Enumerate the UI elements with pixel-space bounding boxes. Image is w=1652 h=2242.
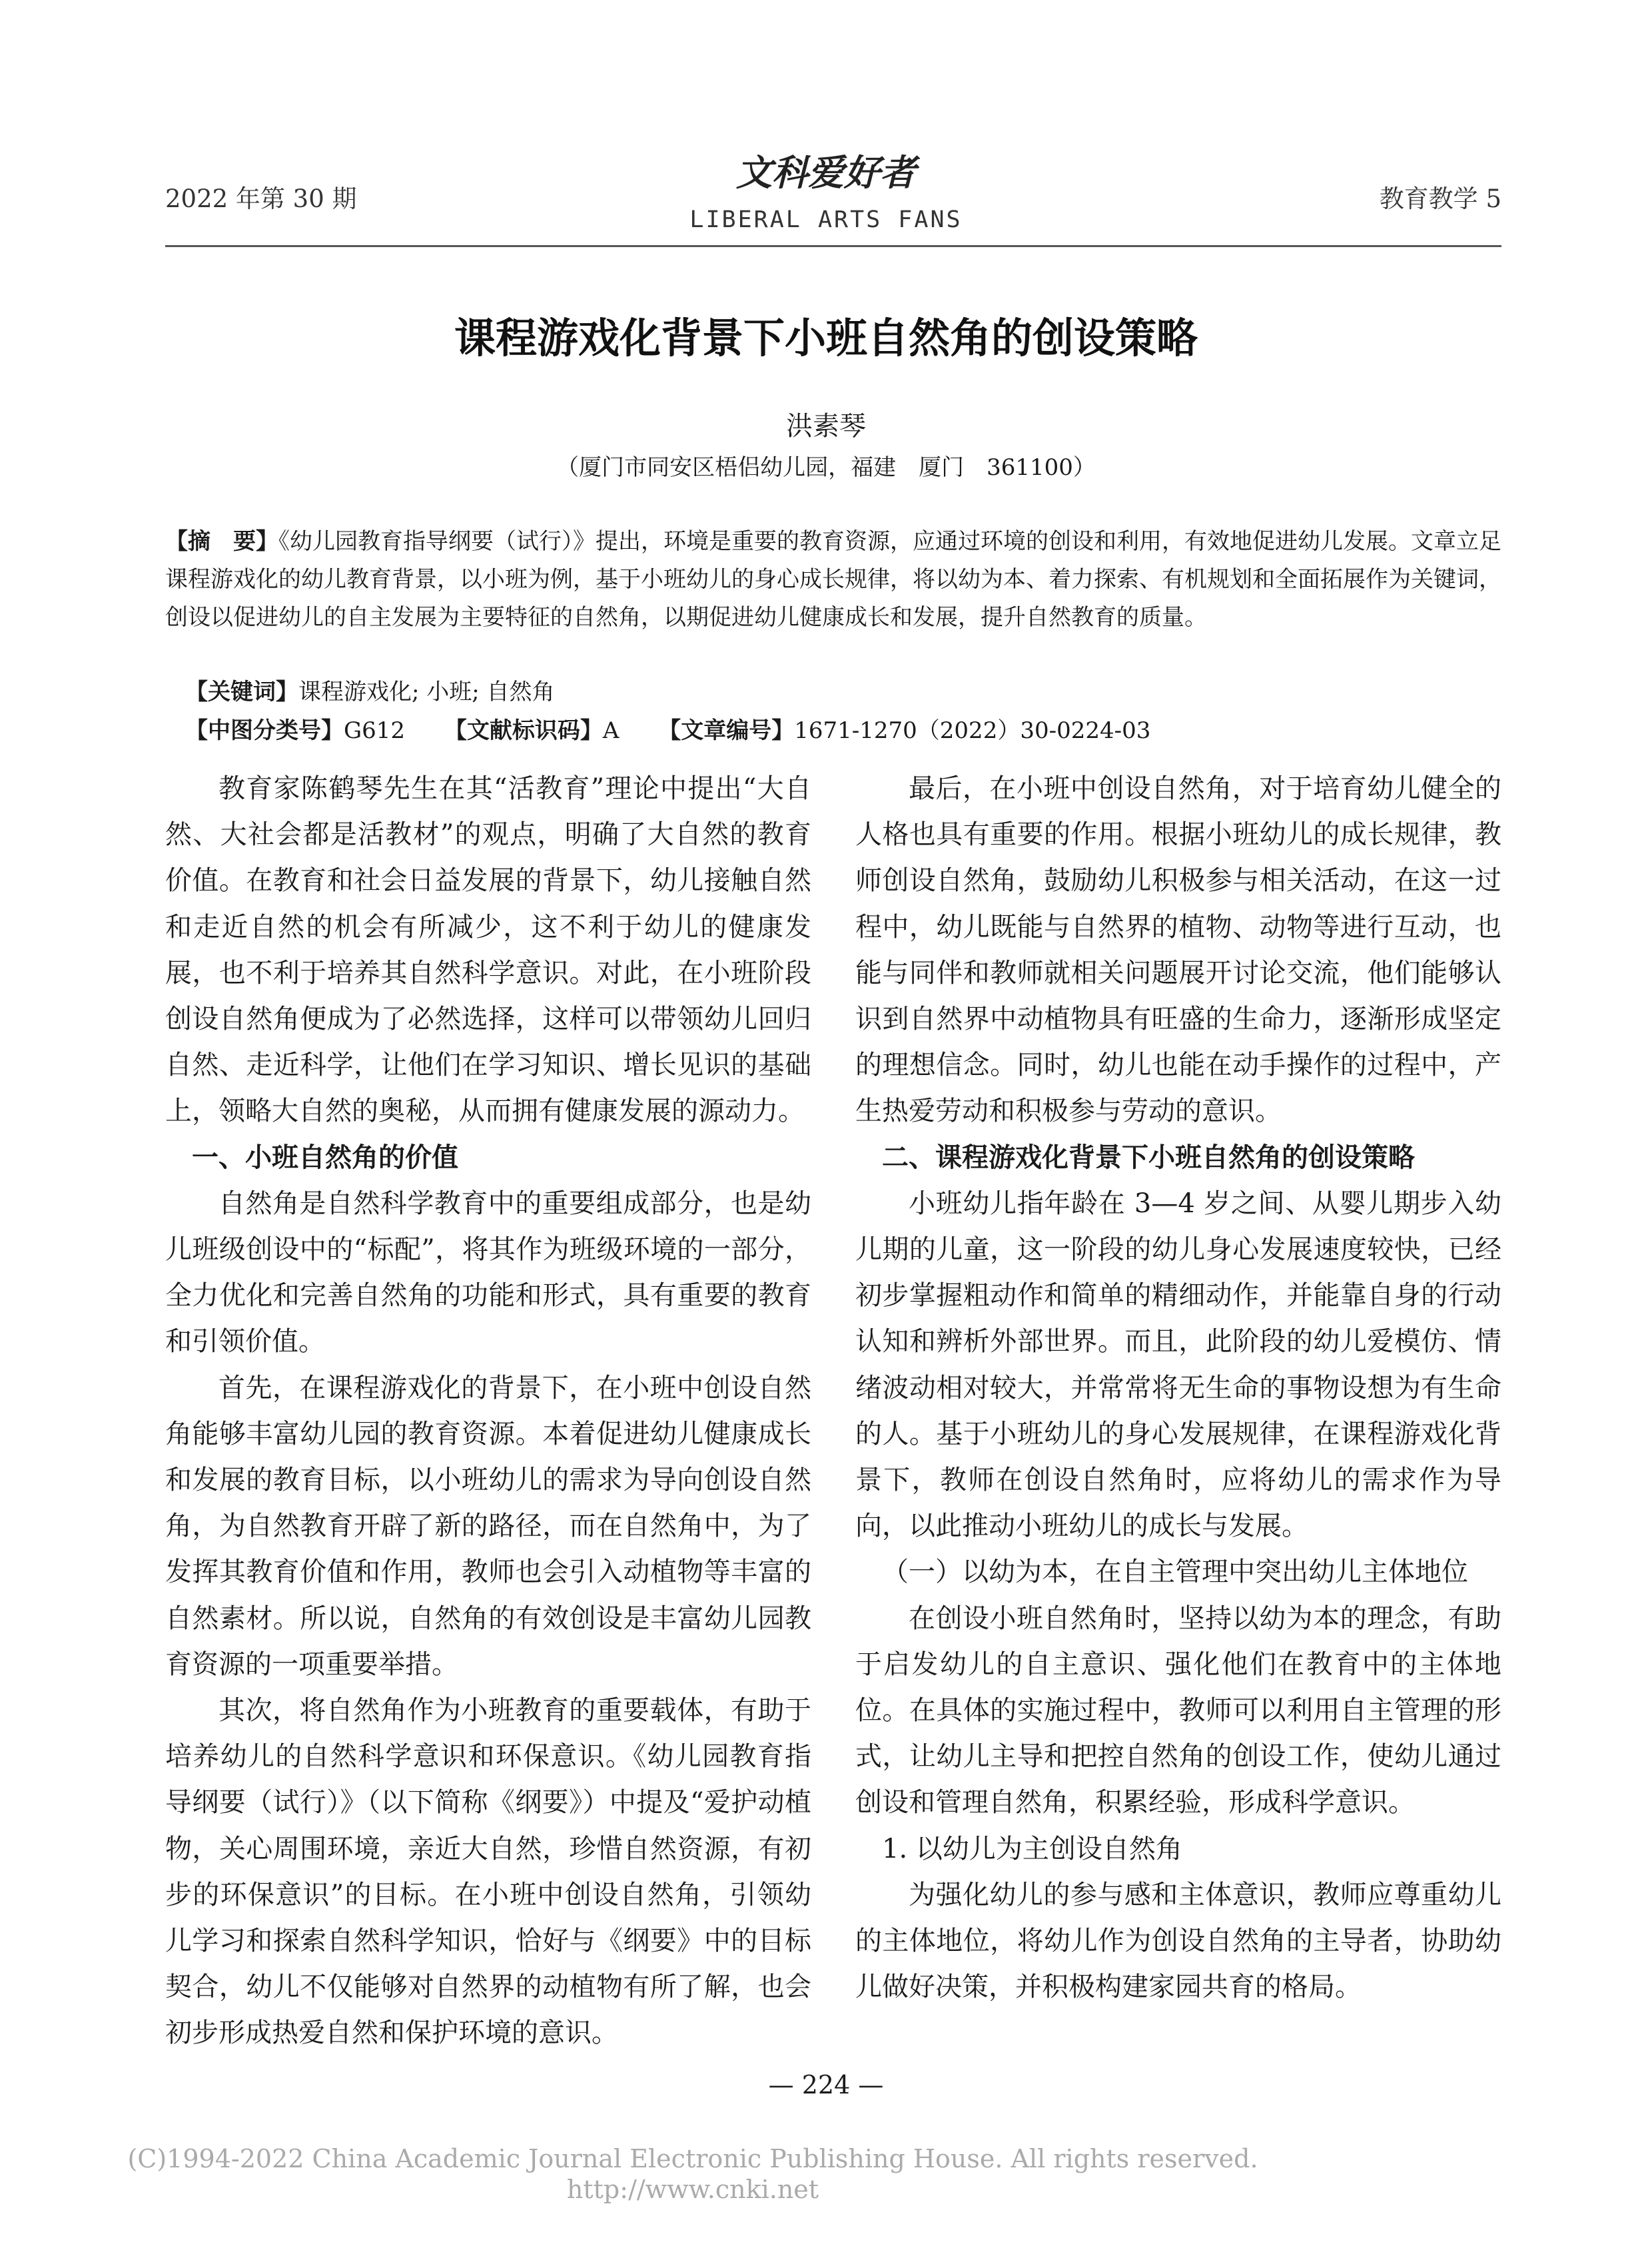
- doc-code-value: A: [602, 717, 620, 744]
- article-title: 课程游戏化背景下小班自然角的创设策略: [454, 314, 1198, 362]
- section-heading-2: 二、课程游戏化背景下小班自然角的创设策略: [882, 1142, 1415, 1173]
- issue-label: 2022 年第 30 期: [165, 185, 357, 213]
- author-affiliation: （厦门市同安区梧侣幼儿园，福建 厦门 361100）: [556, 454, 1096, 481]
- body-column-right: [855, 766, 1501, 2010]
- journal-logo: [693, 152, 959, 193]
- paragraph: 其次，将自然角作为小班教育的重要载体，有助于培养幼儿的自然科学意识和环保意识。《幼儿园教育指导纲要（试行）》（以下简称《纲要》）中提及“爱护动植物，关心周围环境，亲近大自然，珍惜自然资源，有初步的环保意识”的目标。在小班中创设自然角，引领幼儿学习和探索自然科学知识，恰好与《纲要》中的目标契合，幼儿不仅能够对自然界的动植物有所了解，也会初步形成热爱自然和保护环境的意识。: [165, 1695, 811, 2049]
- section-label: 教育教学 5: [1379, 185, 1501, 213]
- section-heading-1: 一、小班自然角的价值: [192, 1142, 458, 1173]
- journal-logo-text: 文科爱好者: [736, 152, 916, 193]
- paragraph: 自然角是自然科学教育中的重要组成部分，也是幼儿班级创设中的“标配”，将其作为班级环境的一部分，全力优化和完善自然角的功能和形式，具有重要的教育和引领价值。: [165, 1188, 811, 1357]
- abstract-text: 《幼儿园教育指导纲要（试行）》提出，环境是重要的教育资源，应通过环境的创设和利用，有效地促进幼儿发展。文章立足课程游戏化的幼儿教育背景，以小班为例，基于小班幼儿的身心成长规律，将以幼为本、着力探索、有机规划和全面拓展作为关键词，创设以促进幼儿的自主发展为主要特征的自然角，以期促进幼儿健康成长和发展，提升自然教育的质量。: [165, 528, 1501, 631]
- abstract-label: 【摘 要】: [165, 528, 278, 555]
- journal-name-en: LIBERAL ARTS FANS: [689, 206, 963, 233]
- paragraph: 为强化幼儿的参与感和主体意识，教师应尊重幼儿的主体地位，将幼儿作为创设自然角的主导者，协助幼儿做好决策，并积极构建家园共育的格局。: [855, 1879, 1501, 2003]
- paragraph: 教育家陈鹤琴先生在其“活教育”理论中提出“大自然、大社会都是活教材”的观点，明确了大自然的教育价值。在教育和社会日益发展的背景下，幼儿接触自然和走近自然的机会有所减少，这不利于幼儿的健康发展，也不利于培养其自然科学意识。对此，在小班阶段创设自然角便成为了必然选择，这样可以带领幼儿回归自然、走近科学，让他们在学习知识、增长见识的基础上，领略大自然的奥秘，从而拥有健康发展的源动力。: [165, 773, 811, 1127]
- paragraph: 在创设小班自然角时，坚持以幼为本的理念，有助于启发幼儿的自主意识、强化他们在教育中的主体地位。在具体的实施过程中，教师可以利用自主管理的形式，让幼儿主导和把控自然角的创设工作，使幼儿通过创设和管理自然角，积累经验，形成科学意识。: [855, 1603, 1501, 1818]
- copyright-watermark: (C)1994-2022 China Academic Journal Electronic Publishing House. All rights reserved. http://www.cnki.net: [127, 2144, 1292, 2204]
- article-number-label: 【文章编号】: [658, 717, 795, 744]
- header-rule: [165, 245, 1501, 247]
- keywords-text: 课程游戏化; 小班; 自然角: [298, 679, 555, 705]
- paragraph: 小班幼儿指年龄在 3—4 岁之间、从婴儿期步入幼儿期的儿童，这一阶段的幼儿身心发展速度较快，已经初步掌握粗动作和简单的精细动作，并能靠自身的行动认知和辨析外部世界。而且，此阶段的幼儿爱模仿、情绪波动相对较大，并常常将无生命的事物设想为有生命的人。基于小班幼儿的身心发展规律，在课程游戏化背景下，教师在创设自然角时，应将幼儿的需求作为导向，以此推动小班幼儿的成长与发展。: [855, 1188, 1501, 1542]
- abstract: [165, 523, 1501, 637]
- keywords-label: 【关键词】: [185, 679, 298, 705]
- doc-code-label: 【文献标识码】: [444, 717, 603, 744]
- paragraph: 最后，在小班中创设自然角，对于培育幼儿健全的人格也具有重要的作用。根据小班幼儿的成长规律，教师创设自然角，鼓励幼儿积极参与相关活动，在这一过程中，幼儿既能与自然界的植物、动物等进行互动，也能与同伴和教师就相关问题展开讨论交流，他们能够认识到自然界中动植物具有旺盛的生命力，逐渐形成坚定的理想信念。同时，幼儿也能在动手操作的过程中，产生热爱劳动和积极参与劳动的意识。: [855, 773, 1501, 1127]
- clc-label: 【中图分类号】: [185, 717, 344, 744]
- author-name: 洪素琴: [786, 411, 866, 442]
- article-number-value: 1671-1270（2022）30-0224-03: [794, 717, 1151, 744]
- classification-line: [185, 712, 1182, 745]
- paragraph: 首先，在课程游戏化的背景下，在小班中创设自然角能够丰富幼儿园的教育资源。本着促进幼儿健康成长和发展的教育目标，以小班幼儿的需求为导向创设自然角，为自然教育开辟了新的路径，而在自然角中，为了发挥其教育价值和作用，教师也会引入动植物等丰富的自然素材。所以说，自然角的有效创设是丰富幼儿园教育资源的一项重要举措。: [165, 1372, 811, 1680]
- subsection-heading-1: （一）以幼为本，在自主管理中突出幼儿主体地位: [882, 1557, 1468, 1588]
- page-number: — 224 —: [768, 2070, 884, 2099]
- clc-value: G612: [344, 717, 406, 744]
- subsubsection-heading-1: 1. 以幼儿为主创设自然角: [882, 1833, 1182, 1864]
- body-column-left: [165, 766, 811, 2057]
- keywords: [185, 673, 555, 706]
